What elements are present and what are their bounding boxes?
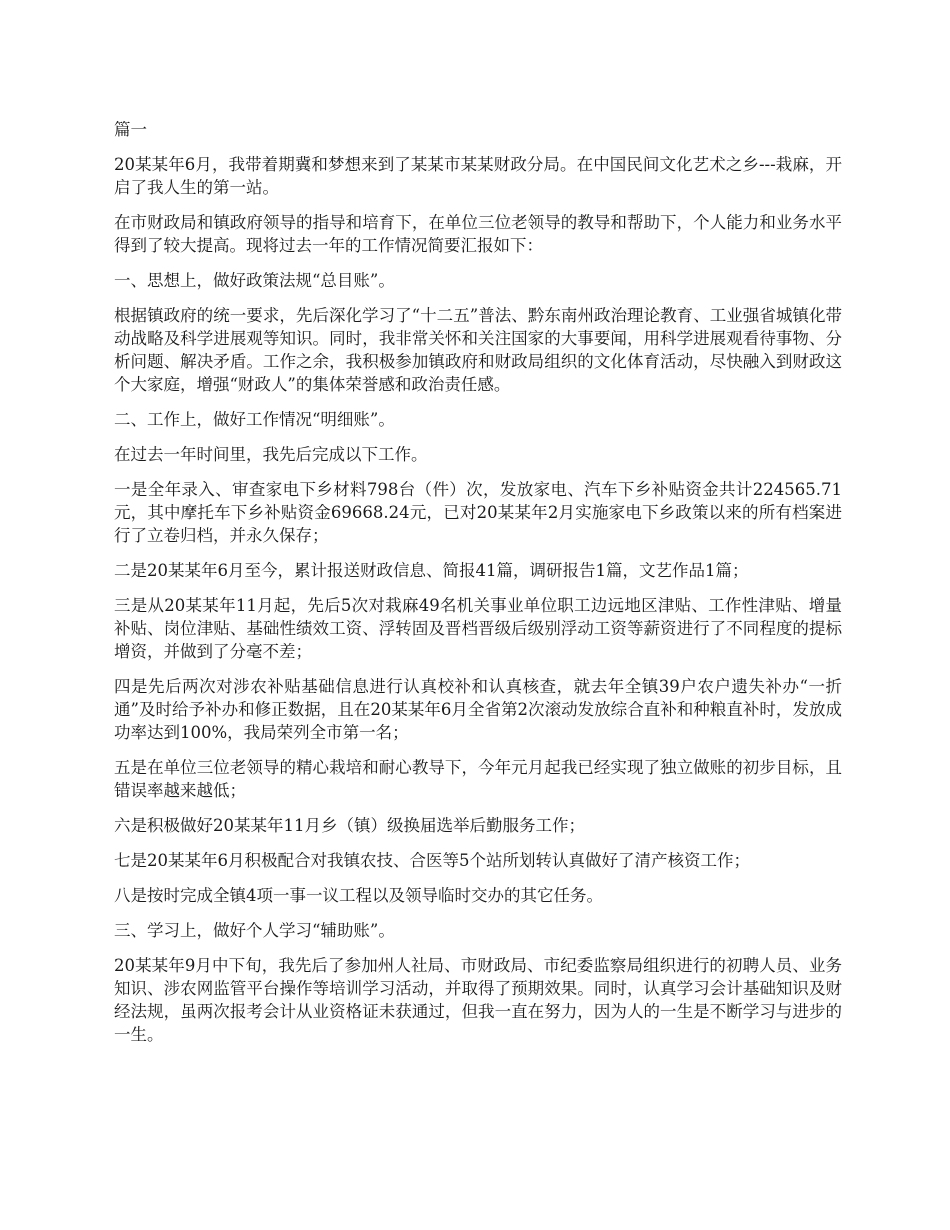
intro-paragraph: 20某某年6月，我带着期冀和梦想来到了某某市某某财政分局。在中国民间文化艺术之乡---栽麻，开启了我人生的第一站。 xyxy=(114,155,842,197)
work-item-4: 四是先后两次对涉农补贴基础信息进行认真校补和认真核查，就去年全镇39户农户遗失补办“一折通”及时给予补办和修正数据，且在20某某年6月全省第2次滚动发放综合直补和种粮直补时，发放成功率达到100%，我局荣列全市第一名； xyxy=(114,677,842,742)
heading-work: 二、工作上，做好工作情况“明细账”。 xyxy=(114,410,395,429)
ideology-paragraph: 根据镇政府的统一要求，先后深化学习了“十二五”普法、黔东南州政治理论教育、工业强省城镇化带动战略及科学进展观等知识。同时，我非常关怀和关注国家的大事要闻，用科学进展观看待事物、分析问题、解决矛盾。工作之余，我积极参加镇政府和财政局组织的文化体育活动，尽快融入到财政这个大家庭，增强“财政人”的集体荣誉感和政治责任感。 xyxy=(114,306,842,394)
document-body xyxy=(114,118,842,1058)
work-item-8: 八是按时完成全镇4项一事一议工程以及领导临时交办的其它任务。 xyxy=(114,886,603,905)
heading-ideology: 一、思想上，做好政策法规“总目账”。 xyxy=(114,271,395,290)
work-intro-paragraph: 在过去一年时间里，我先后完成以下工作。 xyxy=(114,445,428,464)
work-item-2: 二是20某某年6月至今，累计报送财政信息、简报41篇，调研报告1篇，文艺作品1篇； xyxy=(114,561,749,580)
work-item-5: 五是在单位三位老领导的精心栽培和耐心教导下，今年元月起我已经实现了独立做账的初步目标，且错误率越来越低； xyxy=(114,758,842,800)
section-heading-part-one: 篇一 xyxy=(114,120,147,139)
study-paragraph: 20某某年9月中下旬，我先后了参加州人社局、市财政局、市纪委监察局组织进行的初聘人员、业务知识、涉农网监管平台操作等培训学习活动，并取得了预期效果。同时，认真学习会计基础知识及财经法规，虽两次报考会计从业资格证未获通过，但我一直在努力，因为人的一生是不断学习与进步的一生。 xyxy=(114,956,842,1044)
work-item-1: 一是全年录入、审查家电下乡材料798台（件）次，发放家电、汽车下乡补贴资金共计224565.71元，其中摩托车下乡补贴资金69668.24元，已对20某某年2月实施家电下乡政策以来的所有档案进行了立卷归档，并永久保存； xyxy=(114,480,842,545)
summary-paragraph: 在市财政局和镇政府领导的指导和培育下，在单位三位老领导的教导和帮助下，个人能力和业务水平得到了较大提高。现将过去一年的工作情况简要汇报如下： xyxy=(114,213,842,255)
work-item-6: 六是积极做好20某某年11月乡（镇）级换届选举后勤服务工作； xyxy=(114,816,585,835)
work-item-3: 三是从20某某年11月起，先后5次对栽麻49名机关事业单位职工边远地区津贴、工作性津贴、增量补贴、岗位津贴、基础性绩效工资、浮转固及晋档晋级后级别浮动工资等薪资进行了不同程度的提标增资，并做到了分毫不差； xyxy=(114,596,842,661)
work-item-7: 七是20某某年6月积极配合对我镇农技、合医等5个站所划转认真做好了清产核资工作； xyxy=(114,851,750,870)
heading-study: 三、学习上，做好个人学习“辅助账”。 xyxy=(114,921,395,940)
